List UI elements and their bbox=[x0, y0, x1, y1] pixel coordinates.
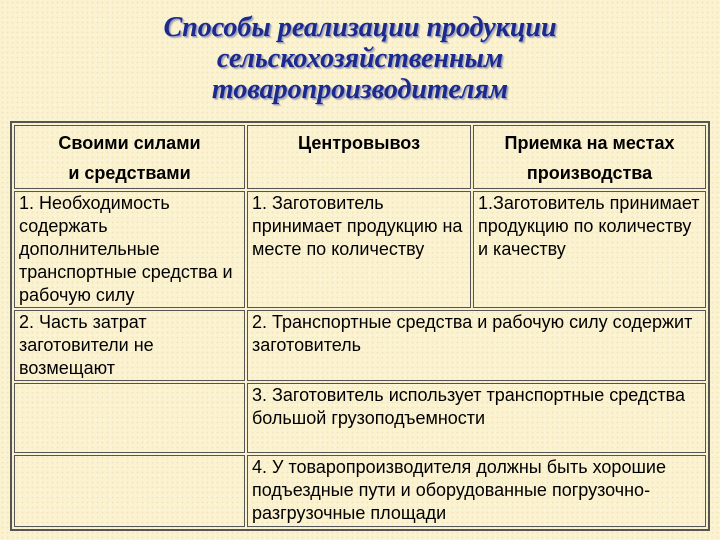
cell-own-means-2: 2. Часть затрат заготовители не возмещают bbox=[14, 310, 245, 381]
table-row bbox=[14, 191, 706, 308]
table-header-row bbox=[14, 125, 706, 189]
cell-own-means-1: 1. Необходимость содержать дополнительные транспортные средства и рабочую силу bbox=[14, 191, 245, 308]
title-line-2: сельскохозяйственным bbox=[216, 43, 504, 74]
comparison-table bbox=[10, 121, 710, 531]
table-row bbox=[14, 455, 706, 527]
cell-shared-4: 4. У товаропроизводителя должны быть хорошие подъездные пути и оборудованные погрузочно-разгрузочные площади bbox=[247, 455, 706, 527]
cell-empty bbox=[14, 383, 245, 453]
title-line-3: товаропроизводителям bbox=[211, 74, 509, 105]
cell-central-export-1: 1. Заготовитель принимает продукцию на месте по количеству bbox=[247, 191, 471, 308]
table-row bbox=[14, 310, 706, 381]
header-own-means: Своими силами и средствами bbox=[14, 125, 245, 189]
title-line-1: Способы реализации продукции bbox=[163, 12, 557, 43]
cell-acceptance-1: 1.Заготовитель принимает продукцию по количеству и качеству bbox=[473, 191, 706, 308]
cell-empty bbox=[14, 455, 245, 527]
header-central-export: Центровывоз bbox=[247, 125, 471, 189]
header-acceptance-on-site: Приемка на местах производства bbox=[473, 125, 706, 189]
table-row bbox=[14, 383, 706, 453]
slide-title bbox=[0, 12, 720, 105]
cell-shared-2: 2. Транспортные средства и рабочую силу содержит заготовитель bbox=[247, 310, 706, 381]
cell-shared-3: 3. Заготовитель использует транспортные средства большой грузоподъемности bbox=[247, 383, 706, 453]
